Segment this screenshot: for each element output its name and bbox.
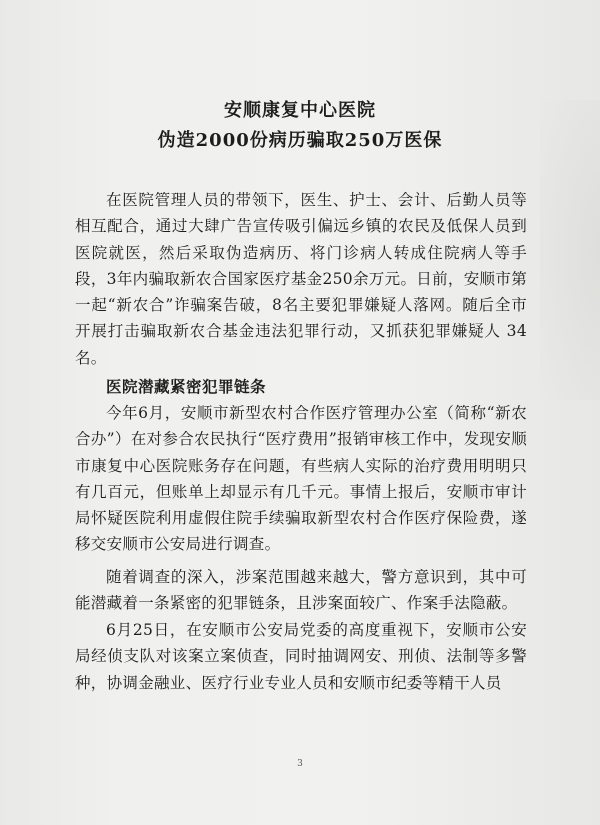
page-subtitle: 伪造2000份病历骗取250万医保 [157, 130, 443, 151]
page-number: 3 [297, 759, 303, 769]
section-heading: 医院潜藏紧密犯罪链条 [106, 377, 267, 396]
paragraph-task-force: 6月25日，在安顺市公安局党委的高度重视下，安顺市公安局经侦支队对该案立案侦查，同时抽调网安、刑侦、法制等多警种，协调金融业、医疗行业专业人员和安顺市纪委等精干人员 [75, 621, 527, 692]
paragraph-investigation: 随着调查的深入，涉案范围越来越大，警方意识到，其中可能潜藏着一条紧密的犯罪链条，且涉案面较广、作案手法隐蔽。 [75, 568, 527, 613]
paragraph-discovery: 今年6月，安顺市新型农村合作医疗管理办公室（简称“新农合办”）在对参合农民执行“医疗费用”报销审核工作中，发现安顺市康复中心医院账务存在问题，有些病人实际的治疗费用明明只有几百元，但账单上却显示有几千元。事情上报后，安顺市审计局怀疑医院利用虚假住院手续骗取新型农村合作医疗保险费，遂移交安顺市公安局进行调查。 [75, 404, 527, 554]
paragraph-intro: 在医院管理人员的带领下，医生、护士、会计、后勤人员等相互配合，通过大肆广告宣传吸引偏远乡镇的农民及低保人员到医院就医，然后采取伪造病历、将门诊病人转成住院病人等手段，3年内骗取新农合国家医疗基金250余万元。日前，安顺市第一起“新农合”诈骗案告破，8名主要犯罪嫌疑人落网。随后全市开展打击骗取新农合基金违法犯罪行动，又抓获犯罪嫌疑人 34名。 [75, 191, 527, 367]
page-title: 安顺康复中心医院 [224, 100, 376, 121]
